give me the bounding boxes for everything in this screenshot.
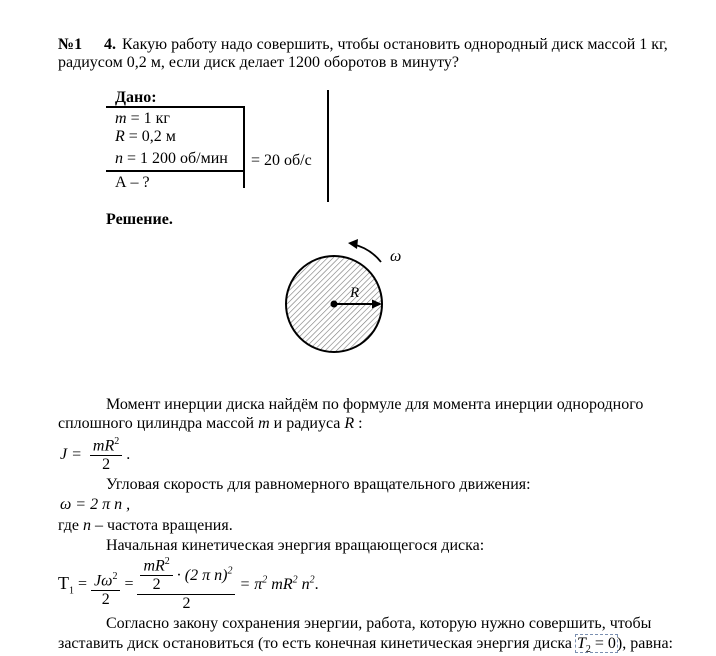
paragraph-inertia-line1: Момент инерции диска найдём по формуле для момента инерции однородного — [106, 396, 644, 413]
disk-diagram — [270, 230, 420, 360]
solution-title: Решение. — [106, 211, 173, 228]
formula-angular-velocity: ω = 2 π n , — [60, 496, 131, 513]
omega-label: ω — [390, 248, 402, 265]
formula-kinetic-energy: $T_1$ = $\frac{J\omega^2}{2}$ = $\frac{mR^2}{2}$ · (2 π n)$^2$ 2 = $\pi^2$ $mR^2$ $n^2$. — [58, 556, 319, 613]
paragraph-conservation-line1: Согласно закону сохранения энергии, работа, которую нужно совершить, чтобы — [106, 615, 652, 632]
rotation-arrowhead — [348, 239, 358, 249]
formula-inertia: J = $\frac{mR^2}{2}$ . — [60, 436, 131, 474]
problem-index: 4. — [104, 36, 116, 53]
problem-number: №1 — [58, 36, 83, 53]
given-frequency: n = 1 200 об/мин — [115, 150, 228, 167]
paragraph-inertia-line2: сплошного цилиндра массой m и радиуса R : — [58, 415, 363, 432]
problem-text-line1: Какую работу надо совершить, чтобы остановить однородный диск массой 1 кг, — [122, 36, 668, 53]
given-vertical-rule — [243, 106, 245, 188]
problem-text-line2: радиусом 0,2 м, если диск делает 1200 оборотов в минуту? — [58, 54, 459, 71]
radius-label: R — [350, 285, 360, 301]
solution-vertical-rule — [327, 90, 329, 202]
paragraph-conservation-line2: заставить диск остановиться (то есть конечная кинетическая энергия диска $T_2 = 0$), равна: — [58, 635, 673, 656]
given-find-rule — [106, 170, 244, 172]
paragraph-frequency-note: где n – частота вращения. — [58, 517, 233, 534]
given-find: А – ? — [115, 174, 150, 191]
paragraph-kinetic-energy: Начальная кинетическая энергия вращающегося диска: — [106, 537, 485, 554]
given-radius: R = 0,2 м — [115, 128, 176, 145]
given-frequency-converted: = 20 об/с — [251, 152, 312, 169]
paragraph-angular-velocity: Угловая скорость для равномерного вращательного движения: — [106, 476, 531, 493]
given-mass: m = 1 кг — [115, 110, 170, 127]
given-title: Дано: — [115, 89, 157, 106]
final-energy-inline: $T_2 = 0$ — [576, 635, 616, 656]
